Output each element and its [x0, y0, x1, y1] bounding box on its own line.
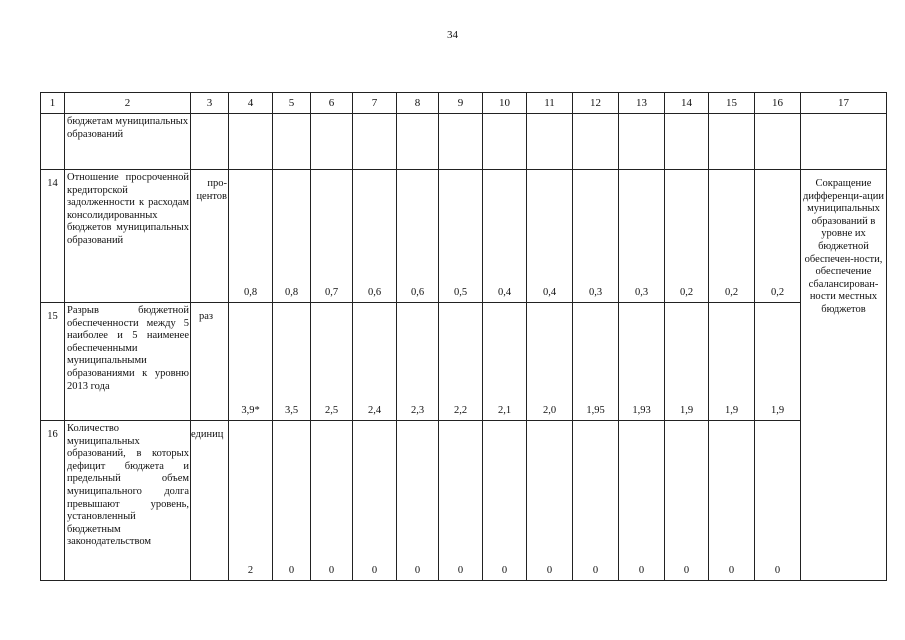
value-cell: 0,4: [483, 170, 527, 303]
header-cell: 6: [311, 93, 353, 114]
header-cell: 3: [191, 93, 229, 114]
value-cell: 1,9: [755, 303, 801, 421]
row-number: 15: [41, 303, 65, 421]
value-cell: 3,9*: [229, 303, 273, 421]
value-cell: 0: [397, 421, 439, 581]
value-cell: 3,5: [273, 303, 311, 421]
empty-cell: [709, 114, 755, 170]
value-cell: 0: [573, 421, 619, 581]
unit-cell: единиц: [191, 421, 229, 581]
value-cell: 0,2: [665, 170, 709, 303]
header-cell: 5: [273, 93, 311, 114]
header-cell: 10: [483, 93, 527, 114]
value-cell: 0,4: [527, 170, 573, 303]
indicators-table: [40, 92, 887, 581]
value-cell: 0: [709, 421, 755, 581]
value-cell: 0: [527, 421, 573, 581]
value-cell: 0: [439, 421, 483, 581]
value-cell: 0,2: [709, 170, 755, 303]
empty-cell: [229, 114, 273, 170]
value-cell: 2,2: [439, 303, 483, 421]
header-cell: 15: [709, 93, 755, 114]
value-cell: 1,9: [709, 303, 755, 421]
empty-cell: [665, 114, 709, 170]
value-cell: 2,0: [527, 303, 573, 421]
table-row: [41, 170, 887, 303]
unit-cell: про-центов: [191, 170, 229, 303]
unit-cell: раз: [191, 303, 229, 421]
header-cell: 2: [65, 93, 191, 114]
value-cell: 0: [755, 421, 801, 581]
value-cell: 1,9: [665, 303, 709, 421]
empty-cell: [619, 114, 665, 170]
value-cell: 2,1: [483, 303, 527, 421]
empty-cell: [801, 114, 887, 170]
table-row: [41, 303, 887, 421]
value-cell: 2,4: [353, 303, 397, 421]
header-cell: 8: [397, 93, 439, 114]
empty-cell: [755, 114, 801, 170]
value-cell: 0,6: [353, 170, 397, 303]
empty-cell: [483, 114, 527, 170]
continuation-text: бюджетам муниципальных образований: [65, 114, 191, 170]
value-cell: 0,5: [439, 170, 483, 303]
header-cell: 16: [755, 93, 801, 114]
indicator-name: Разрыв бюджетной обеспеченности между 5 наиболее и 5 наименее обеспеченными муниципальными образованиями к уровню 2013 года: [65, 303, 191, 421]
value-cell: 0,3: [573, 170, 619, 303]
value-cell: 0: [353, 421, 397, 581]
value-cell: 0: [665, 421, 709, 581]
indicator-name: Отношение просроченной кредиторской задолженности к расходам консолидированных бюджетов муниципальных образований: [65, 170, 191, 303]
empty-cell: [573, 114, 619, 170]
empty-cell: [41, 114, 65, 170]
header-cell: 17: [801, 93, 887, 114]
value-cell: 0,8: [273, 170, 311, 303]
value-cell: 0,3: [619, 170, 665, 303]
row-number: 16: [41, 421, 65, 581]
row-number: 14: [41, 170, 65, 303]
continuation-row: [41, 114, 887, 170]
goal-note: Сокращение дифференци-ации муниципальных образований в уровне их бюджетной обеспечен-ности, обеспечение сбалансирован-ности местных бюджетов: [801, 170, 887, 581]
value-cell: 0,2: [755, 170, 801, 303]
empty-cell: [439, 114, 483, 170]
value-cell: 0: [311, 421, 353, 581]
header-cell: 14: [665, 93, 709, 114]
header-cell: 4: [229, 93, 273, 114]
value-cell: 2,5: [311, 303, 353, 421]
value-cell: 0,8: [229, 170, 273, 303]
column-number-row: [41, 93, 887, 114]
value-cell: 1,93: [619, 303, 665, 421]
value-cell: 2,3: [397, 303, 439, 421]
header-cell: 13: [619, 93, 665, 114]
empty-cell: [353, 114, 397, 170]
value-cell: 0: [483, 421, 527, 581]
header-cell: 7: [353, 93, 397, 114]
value-cell: 0,7: [311, 170, 353, 303]
header-cell: 12: [573, 93, 619, 114]
empty-cell: [311, 114, 353, 170]
table-row: [41, 421, 887, 581]
value-cell: 1,95: [573, 303, 619, 421]
indicator-name: Количество муниципальных образований, в которых дефицит бюджета и предельный объем муниципального долга превышают уровень, установленный бюджетным законодательством: [65, 421, 191, 581]
header-cell: 9: [439, 93, 483, 114]
empty-cell: [191, 114, 229, 170]
empty-cell: [397, 114, 439, 170]
empty-cell: [527, 114, 573, 170]
header-cell: 11: [527, 93, 573, 114]
value-cell: 0,6: [397, 170, 439, 303]
value-cell: 0: [619, 421, 665, 581]
header-cell: 1: [41, 93, 65, 114]
value-cell: 0: [273, 421, 311, 581]
value-cell: 2: [229, 421, 273, 581]
page-number: 34: [447, 29, 458, 41]
empty-cell: [273, 114, 311, 170]
